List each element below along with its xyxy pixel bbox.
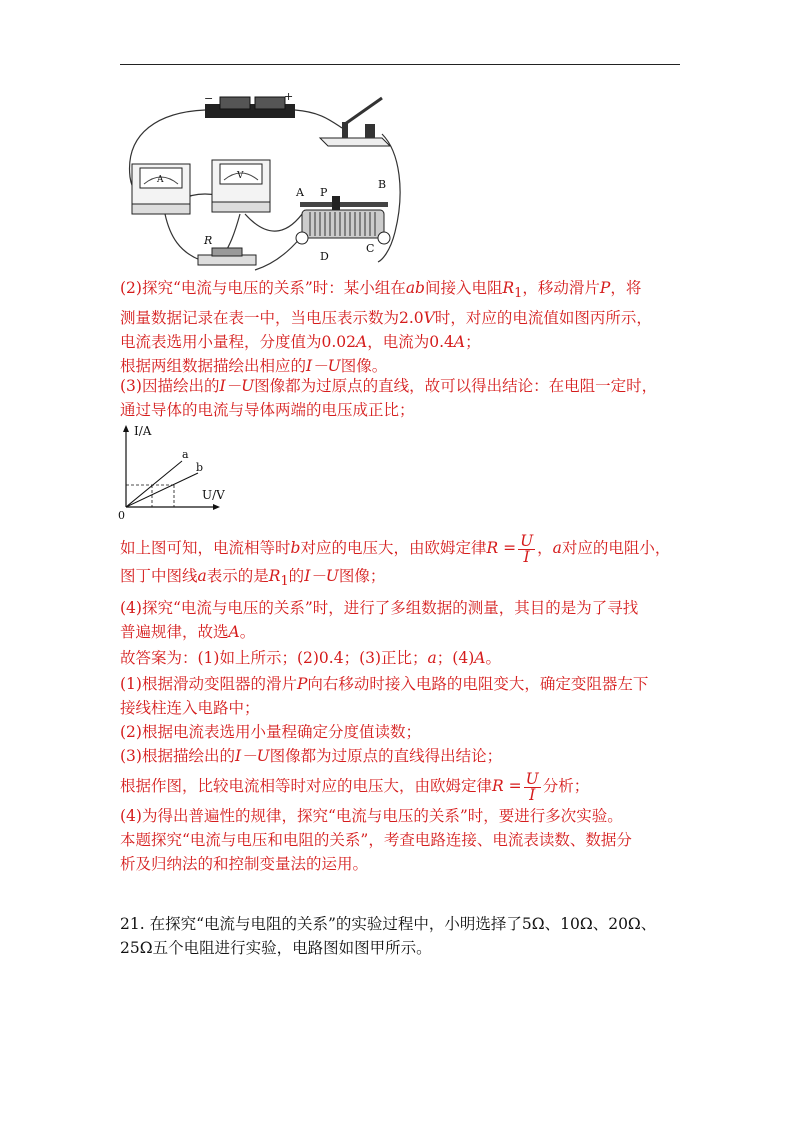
- rheostat-A: A: [296, 186, 304, 199]
- iu-graph: [112, 421, 242, 521]
- line-b: [126, 473, 198, 507]
- graph-origin: 0: [118, 509, 125, 521]
- ammeter-label: A: [157, 175, 164, 185]
- battery-minus: −: [204, 92, 214, 105]
- graph-xlabel: U/V: [202, 488, 225, 502]
- question-21: 21. 在探究“电流与电阻的关系”的实验过程中，小明选择了5Ω、10Ω、20Ω、 25Ω五个电阻进行实验，电路图如图甲所示。: [120, 915, 657, 957]
- part4-explanation: (4)探究“电流与电压的关系”时，进行了多组数据的测量，其目的是为了寻找 普遍规律，故选A。: [120, 599, 639, 641]
- rheostat-C: C: [366, 242, 375, 255]
- battery-plus: +: [284, 92, 294, 103]
- solution-analysis: (1)根据滑动变阻器的滑片P向右移动时接入电路的电阻变大，确定变阻器左下 接线柱连入电路中； (2)根据电流表选用小量程确定分度值读数； (3)根据描绘出的I－U图像都为过原点的直线得出结论； 根据作图，比较电流相等时对应的电压大，由欧姆定律R = $\frac{U}{I}$ 分析； (4)为得出普遍性的规律，探究“电流与电压的关系”时，要进行多次实验。 本题探究“电流与电压和电阻的关系”，考查电路连接、电流表读数、数据分 析及归纳法的和控制变量法的运用。: [120, 675, 649, 873]
- header-rule: [120, 64, 680, 65]
- part2-explanation: (2)探究“电流与电压的关系”时：某小组在ab间接入电阻$R_1$，移动滑片P，将 测量数据记录在表一中，当电压表示数为2.0V时，对应的电流值如图丙所示， 电流表选用小量程，分度值为0.02A，电流为0.4A； 根据两组数据描绘出相应的I－U图像。: [120, 279, 652, 376]
- line-b-label: b: [196, 461, 204, 474]
- voltmeter-label: V: [237, 171, 244, 181]
- rheostat-D: D: [320, 250, 329, 263]
- rheostat-B: B: [378, 178, 387, 191]
- circuit-diagram: [120, 92, 410, 272]
- graph-analysis: 如上图可知，电流相等时b对应的电压大，由欧姆定律R = $\frac{U}{I}$ ，a对应的电阻小， 图丁中图线a表示的是$R_1$的I－U图像；: [120, 531, 671, 590]
- graph-ylabel: I/A: [134, 424, 152, 438]
- answer-summary: 故答案为：(1)如上所示；(2)0.4；(3)正比；a；(4)A。: [120, 649, 501, 667]
- resistor-label: R: [204, 234, 213, 247]
- line-a-label: a: [182, 448, 189, 461]
- part3-explanation: (3)因描绘出的I－U图像都为过原点的直线，故可以得出结论：在电阻一定时， 通过导体的电流与导体两端的电压成正比；: [120, 377, 658, 419]
- rheostat-P: P: [320, 186, 328, 199]
